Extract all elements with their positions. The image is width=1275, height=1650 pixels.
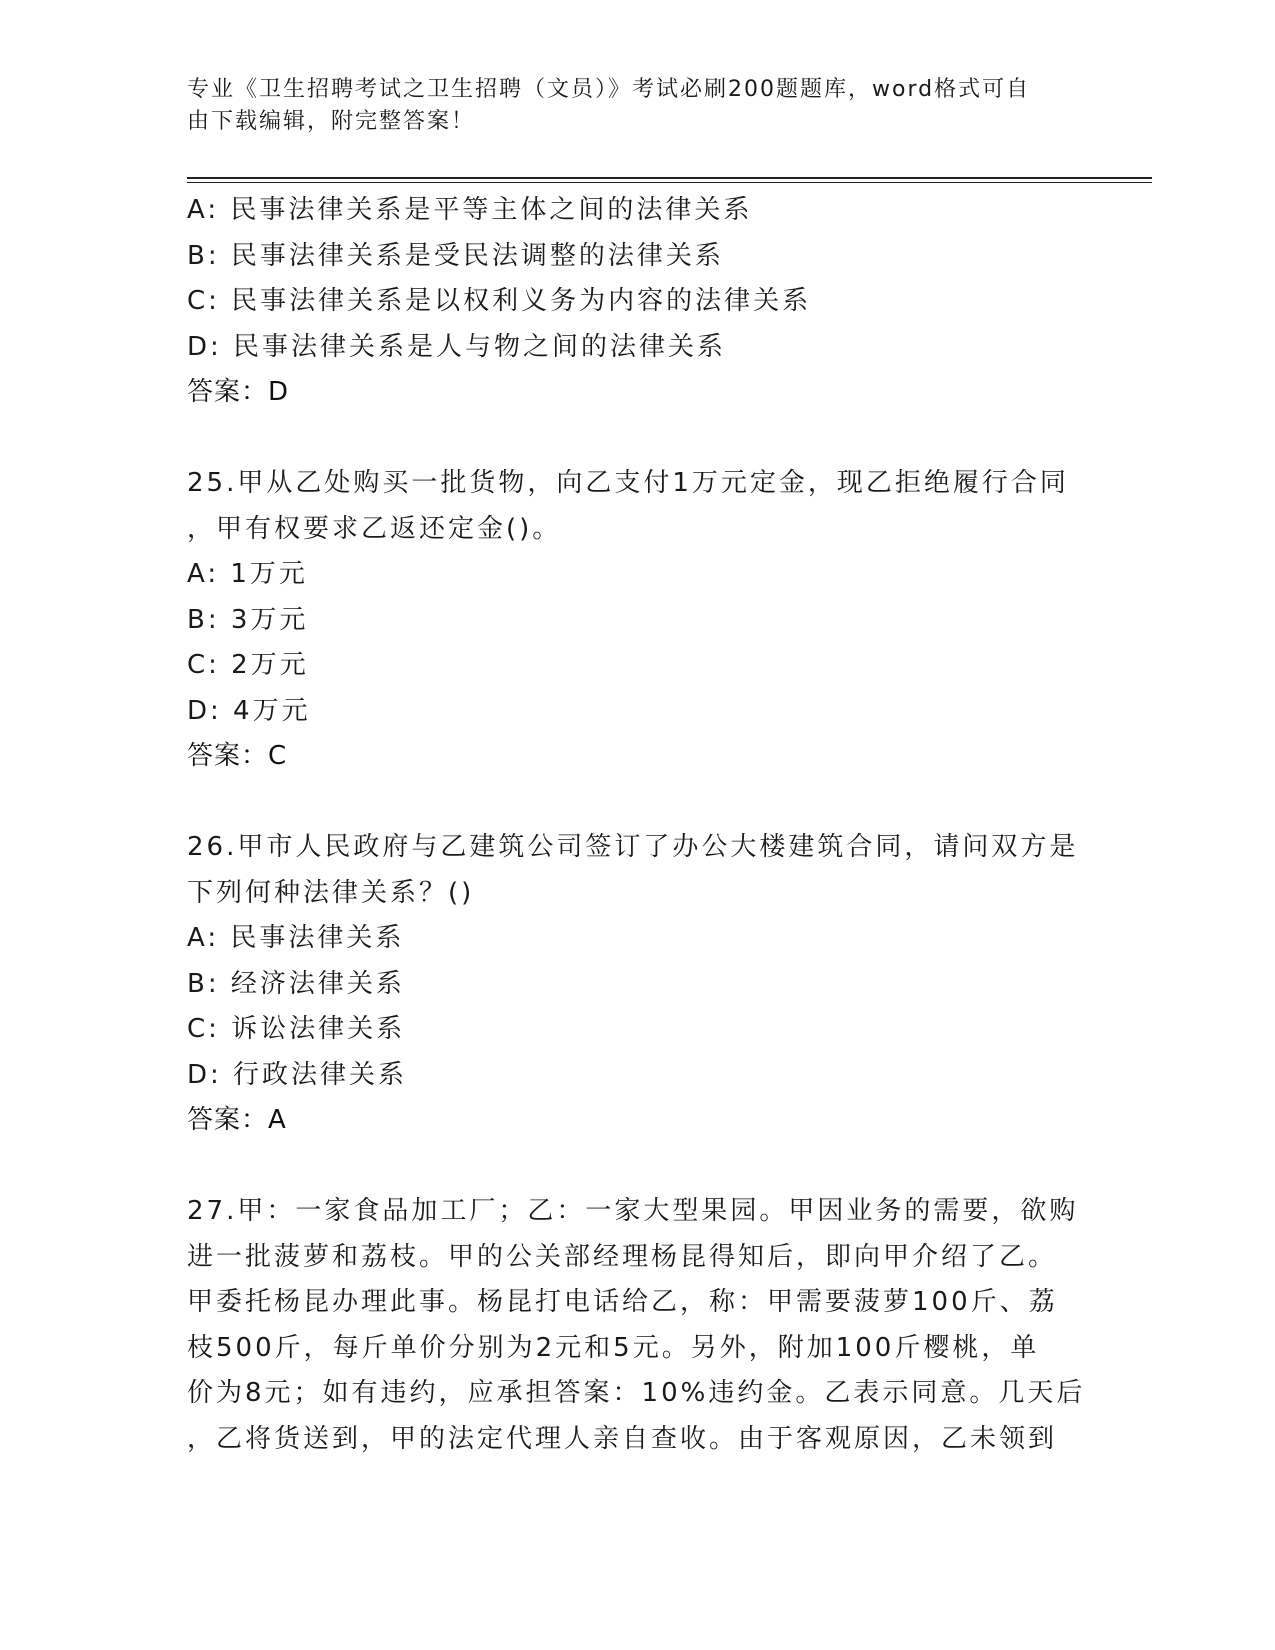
question-stem-line: 甲委托杨昆办理此事。杨昆打电话给乙，称：甲需要菠萝100斤、荔 (187, 1287, 1058, 1317)
option-a: A: 1万元 (187, 559, 308, 589)
question-stem-line: 下列何种法律关系？() (187, 877, 475, 908)
header-line-2: 由下载编辑，附完整答案！ (187, 109, 476, 134)
option-a: A: 民事法律关系是平等主体之间的法律关系 (187, 195, 753, 225)
option-d: D: 民事法律关系是人与物之间的法律关系 (187, 331, 727, 362)
question-27 (187, 1189, 1087, 1462)
question-stem-line: 进一批菠萝和荔枝。甲的公关部经理杨昆得知后，即向甲介绍了乙。 (187, 1241, 1058, 1272)
answer-line: 答案：D (187, 377, 290, 407)
question-stem-line: 枝500斤，每斤单价分别为2元和5元。另外，附加100斤樱桃，单 (187, 1332, 1040, 1363)
option-c: C: 诉讼法律关系 (187, 1014, 406, 1044)
document-header (187, 74, 1067, 138)
option-b: B: 民事法律关系是受民法调整的法律关系 (187, 240, 724, 271)
option-d: D: 4万元 (187, 695, 311, 726)
option-c: C: 2万元 (187, 650, 309, 680)
option-c: C: 民事法律关系是以权利义务为内容的法律关系 (187, 286, 812, 316)
header-line-1: 专业《卫生招聘考试之卫生招聘（文员）》考试必刷200题题库，word格式可自 (187, 77, 1031, 102)
header-divider-thick (187, 177, 1152, 179)
answer-line: 答案：C (187, 741, 288, 771)
option-a: A: 民事法律关系 (187, 923, 405, 953)
question-stem-line: 25.甲从乙处购买一批货物，向乙支付1万元定金，现乙拒绝履行合同 (187, 468, 1069, 498)
spacer (187, 1144, 1087, 1190)
header-divider-thin (187, 182, 1152, 183)
answer-line: 答案：A (187, 1105, 287, 1135)
option-d: D: 行政法律关系 (187, 1059, 408, 1090)
question-stem-line: 价为8元；如有违约，应承担答案：10%违约金。乙表示同意。几天后 (187, 1378, 1086, 1408)
question-26 (187, 825, 1087, 1144)
question-25 (187, 461, 1087, 780)
option-b: B: 经济法律关系 (187, 968, 405, 999)
option-b: B: 3万元 (187, 604, 309, 635)
spacer (187, 416, 1087, 462)
question-stem-line: ，甲有权要求乙返还定金()。 (187, 513, 562, 544)
document-body (187, 188, 1087, 1462)
question-stem-line: ，乙将货送到，甲的法定代理人亲自查收。由于客观原因，乙未领到 (187, 1423, 1058, 1454)
question-stem-line: 26.甲市人民政府与乙建筑公司签订了办公大楼建筑合同，请问双方是 (187, 832, 1079, 862)
question-24 (187, 188, 1087, 416)
spacer (187, 780, 1087, 826)
question-stem-line: 27.甲：一家食品加工厂；乙：一家大型果园。甲因业务的需要，欲购 (187, 1196, 1079, 1226)
